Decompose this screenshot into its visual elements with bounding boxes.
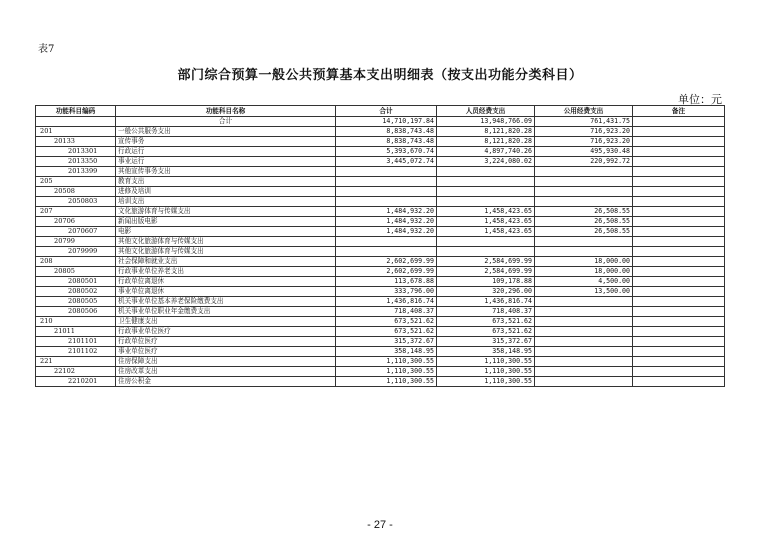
cell-name: 行政事业单位医疗	[116, 327, 336, 337]
header-public: 公用经费支出	[535, 106, 633, 117]
table-row	[36, 117, 725, 127]
cell-total: 1,484,932.20	[336, 227, 437, 237]
cell-note	[633, 197, 725, 207]
cell-name: 其他宣传事务支出	[116, 167, 336, 177]
cell-note	[633, 177, 725, 187]
cell-note	[633, 167, 725, 177]
cell-code: 2013399	[36, 167, 116, 177]
cell-personnel: 315,372.67	[437, 337, 535, 347]
cell-name: 住房改革支出	[116, 367, 336, 377]
cell-public: 716,923.20	[535, 127, 633, 137]
cell-personnel: 1,110,300.55	[437, 377, 535, 387]
header-note: 备注	[633, 106, 725, 117]
cell-name: 进修及培训	[116, 187, 336, 197]
cell-note	[633, 357, 725, 367]
cell-code: 221	[36, 357, 116, 367]
cell-name: 机关事业单位职业年金缴费支出	[116, 307, 336, 317]
table-row	[36, 247, 725, 257]
cell-note	[633, 377, 725, 387]
cell-code: 2079999	[36, 247, 116, 257]
cell-personnel: 1,110,300.55	[437, 357, 535, 367]
table-row	[36, 367, 725, 377]
cell-total	[336, 177, 437, 187]
cell-public: 26,508.55	[535, 207, 633, 217]
table-header-row	[36, 106, 725, 117]
table-row	[36, 277, 725, 287]
table-row	[36, 127, 725, 137]
table-row	[36, 337, 725, 347]
cell-note	[633, 277, 725, 287]
cell-personnel: 673,521.62	[437, 327, 535, 337]
cell-code: 2101102	[36, 347, 116, 357]
table-row	[36, 237, 725, 247]
cell-note	[633, 127, 725, 137]
cell-personnel: 1,458,423.65	[437, 207, 535, 217]
cell-total: 14,710,197.84	[336, 117, 437, 127]
cell-public: 26,508.55	[535, 217, 633, 227]
cell-personnel: 2,584,699.99	[437, 267, 535, 277]
cell-personnel: 8,121,820.28	[437, 137, 535, 147]
cell-public: 13,500.00	[535, 287, 633, 297]
cell-public	[535, 177, 633, 187]
table-row	[36, 207, 725, 217]
cell-name: 行政单位医疗	[116, 337, 336, 347]
cell-note	[633, 327, 725, 337]
cell-total: 113,678.88	[336, 277, 437, 287]
cell-note	[633, 227, 725, 237]
header-code: 功能科目编码	[36, 106, 116, 117]
cell-public	[535, 247, 633, 257]
cell-name: 行政事业单位养老支出	[116, 267, 336, 277]
cell-name: 其他文化旅游体育与传媒支出	[116, 237, 336, 247]
cell-note	[633, 307, 725, 317]
cell-total: 8,838,743.48	[336, 137, 437, 147]
cell-public: 761,431.75	[535, 117, 633, 127]
cell-personnel: 320,296.00	[437, 287, 535, 297]
cell-note	[633, 117, 725, 127]
cell-total	[336, 247, 437, 257]
table-row	[36, 227, 725, 237]
cell-name: 培训支出	[116, 197, 336, 207]
cell-note	[633, 367, 725, 377]
cell-note	[633, 337, 725, 347]
cell-personnel: 1,436,816.74	[437, 297, 535, 307]
cell-name: 社会保障和就业支出	[116, 257, 336, 267]
cell-total: 2,602,699.99	[336, 257, 437, 267]
cell-total	[336, 187, 437, 197]
cell-code: 2080505	[36, 297, 116, 307]
cell-note	[633, 347, 725, 357]
cell-total: 1,484,932.20	[336, 217, 437, 227]
cell-name: 事业单位医疗	[116, 347, 336, 357]
cell-note	[633, 247, 725, 257]
table-row	[36, 297, 725, 307]
cell-personnel: 2,584,699.99	[437, 257, 535, 267]
cell-code: 20706	[36, 217, 116, 227]
table-row	[36, 147, 725, 157]
cell-public	[535, 317, 633, 327]
table-row	[36, 327, 725, 337]
cell-name: 宣传事务	[116, 137, 336, 147]
cell-name: 行政单位离退休	[116, 277, 336, 287]
table-row	[36, 177, 725, 187]
header-personnel: 人员经费支出	[437, 106, 535, 117]
cell-total: 1,110,300.55	[336, 357, 437, 367]
cell-name: 文化旅游体育与传媒支出	[116, 207, 336, 217]
cell-public: 716,923.20	[535, 137, 633, 147]
cell-note	[633, 267, 725, 277]
cell-note	[633, 137, 725, 147]
cell-note	[633, 297, 725, 307]
cell-name: 新闻出版电影	[116, 217, 336, 227]
cell-total: 333,796.00	[336, 287, 437, 297]
cell-personnel	[437, 237, 535, 247]
cell-personnel: 1,110,300.55	[437, 367, 535, 377]
cell-personnel: 358,148.95	[437, 347, 535, 357]
cell-name: 机关事业单位基本养老保险缴费支出	[116, 297, 336, 307]
cell-code: 2080502	[36, 287, 116, 297]
table-row	[36, 217, 725, 227]
cell-total: 315,372.67	[336, 337, 437, 347]
table-row	[36, 257, 725, 267]
cell-public	[535, 347, 633, 357]
cell-total	[336, 167, 437, 177]
cell-code: 210	[36, 317, 116, 327]
cell-personnel: 673,521.62	[437, 317, 535, 327]
cell-total: 8,838,743.48	[336, 127, 437, 137]
unit-label: 单位：元	[678, 93, 722, 106]
cell-note	[633, 287, 725, 297]
table-row	[36, 317, 725, 327]
table-row	[36, 267, 725, 277]
cell-code: 2013301	[36, 147, 116, 157]
cell-code: 21011	[36, 327, 116, 337]
cell-code: 2070607	[36, 227, 116, 237]
cell-personnel	[437, 177, 535, 187]
cell-name: 事业运行	[116, 157, 336, 167]
cell-personnel: 1,458,423.65	[437, 217, 535, 227]
cell-total	[336, 197, 437, 207]
table-row	[36, 137, 725, 147]
table-body	[36, 117, 725, 387]
cell-public: 18,000.00	[535, 257, 633, 267]
page-title: 部门综合预算一般公共预算基本支出明细表（按支出功能分类科目）	[177, 68, 583, 83]
cell-code: 2050803	[36, 197, 116, 207]
table-row	[36, 157, 725, 167]
cell-code: 20133	[36, 137, 116, 147]
cell-total: 673,521.62	[336, 317, 437, 327]
cell-public	[535, 237, 633, 247]
cell-name: 一般公共服务支出	[116, 127, 336, 137]
cell-public: 18,000.00	[535, 267, 633, 277]
cell-public	[535, 337, 633, 347]
cell-total: 3,445,072.74	[336, 157, 437, 167]
cell-public	[535, 307, 633, 317]
cell-code: 201	[36, 127, 116, 137]
cell-name: 住房公积金	[116, 377, 336, 387]
table-label: 表7	[38, 44, 55, 55]
cell-public	[535, 327, 633, 337]
cell-total: 2,602,699.99	[336, 267, 437, 277]
cell-code: 2210201	[36, 377, 116, 387]
cell-public	[535, 367, 633, 377]
cell-note	[633, 217, 725, 227]
cell-public: 26,508.55	[535, 227, 633, 237]
table-row	[36, 287, 725, 297]
cell-code: 205	[36, 177, 116, 187]
budget-table	[35, 105, 725, 387]
cell-personnel: 3,224,080.02	[437, 157, 535, 167]
cell-personnel	[437, 187, 535, 197]
cell-note	[633, 237, 725, 247]
cell-personnel	[437, 197, 535, 207]
cell-note	[633, 157, 725, 167]
cell-code: 20508	[36, 187, 116, 197]
cell-personnel	[437, 167, 535, 177]
cell-code: 22102	[36, 367, 116, 377]
table-row	[36, 377, 725, 387]
cell-code: 20799	[36, 237, 116, 247]
cell-public	[535, 377, 633, 387]
cell-public	[535, 197, 633, 207]
cell-public	[535, 167, 633, 177]
table-row	[36, 307, 725, 317]
page-number: - 27 -	[367, 519, 393, 531]
cell-code: 2080506	[36, 307, 116, 317]
cell-total	[336, 237, 437, 247]
table-row	[36, 357, 725, 367]
budget-table-container	[35, 105, 724, 387]
cell-total: 673,521.62	[336, 327, 437, 337]
cell-code: 2101101	[36, 337, 116, 347]
cell-note	[633, 207, 725, 217]
cell-personnel: 109,178.88	[437, 277, 535, 287]
cell-total: 1,484,932.20	[336, 207, 437, 217]
cell-name: 卫生健康支出	[116, 317, 336, 327]
cell-public	[535, 187, 633, 197]
cell-personnel: 8,121,820.28	[437, 127, 535, 137]
cell-note	[633, 257, 725, 267]
cell-note	[633, 147, 725, 157]
cell-note	[633, 317, 725, 327]
cell-total: 718,408.37	[336, 307, 437, 317]
cell-public: 495,930.48	[535, 147, 633, 157]
cell-code: 2013350	[36, 157, 116, 167]
cell-total: 5,393,670.74	[336, 147, 437, 157]
cell-public: 220,992.72	[535, 157, 633, 167]
cell-public	[535, 297, 633, 307]
cell-name: 电影	[116, 227, 336, 237]
header-name: 功能科目名称	[116, 106, 336, 117]
cell-name: 合计	[116, 117, 336, 127]
cell-note	[633, 187, 725, 197]
cell-personnel: 4,897,740.26	[437, 147, 535, 157]
cell-public	[535, 357, 633, 367]
cell-personnel: 718,408.37	[437, 307, 535, 317]
cell-code: 208	[36, 257, 116, 267]
table-row	[36, 197, 725, 207]
cell-total: 1,110,300.55	[336, 377, 437, 387]
cell-code: 2080501	[36, 277, 116, 287]
cell-name: 行政运行	[116, 147, 336, 157]
cell-personnel: 1,458,423.65	[437, 227, 535, 237]
cell-total: 358,148.95	[336, 347, 437, 357]
cell-code: 20805	[36, 267, 116, 277]
cell-name: 住房保障支出	[116, 357, 336, 367]
table-row	[36, 347, 725, 357]
cell-total: 1,436,816.74	[336, 297, 437, 307]
cell-personnel	[437, 247, 535, 257]
cell-name: 教育支出	[116, 177, 336, 187]
cell-total: 1,110,300.55	[336, 367, 437, 377]
cell-name: 事业单位离退休	[116, 287, 336, 297]
cell-personnel: 13,948,766.09	[437, 117, 535, 127]
header-total: 合计	[336, 106, 437, 117]
cell-code: 207	[36, 207, 116, 217]
cell-code	[36, 117, 116, 127]
cell-public: 4,500.00	[535, 277, 633, 287]
cell-name: 其他文化旅游体育与传媒支出	[116, 247, 336, 257]
table-row	[36, 187, 725, 197]
table-row	[36, 167, 725, 177]
